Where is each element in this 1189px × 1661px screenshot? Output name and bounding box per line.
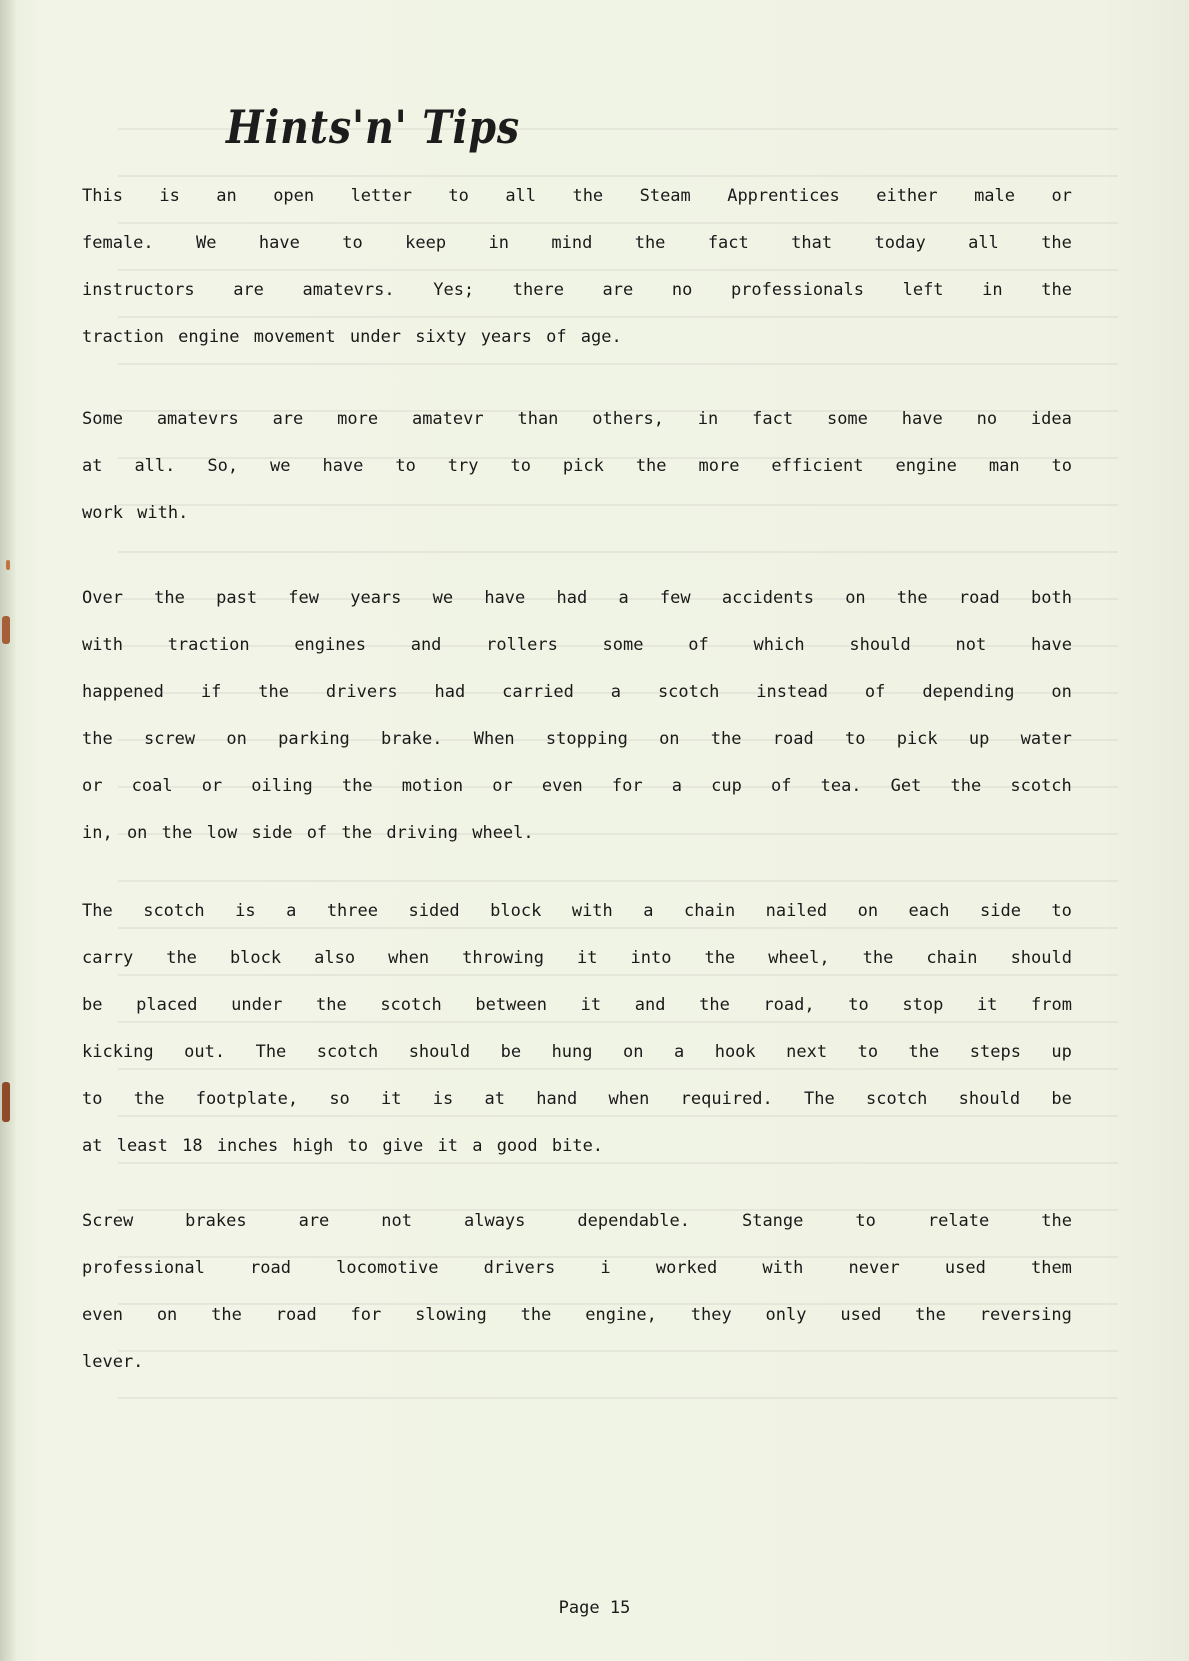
text-line: instructors are amatevrs. Yes; there are no professionals left in the [82,280,1072,300]
text-line: female. We have to keep in mind the fact that today all the [82,233,1072,253]
page-title: Hints'n' Tips [226,100,521,154]
text-line: traction engine movement under sixty years of age. [82,327,622,347]
text-line: carry the block also when throwing it into the wheel, the chain should [82,948,1072,968]
text-line: even on the road for slowing the engine, they only used the reversing [82,1305,1072,1325]
text-line: professional road locomotive drivers i worked with never used them [82,1258,1072,1278]
text-line: at least 18 inches high to give it a good bite. [82,1136,604,1156]
paragraph-2 [82,409,1072,550]
paragraph-4 [82,901,1072,1183]
text-line: lever. [82,1352,144,1372]
staple-top [2,616,10,644]
text-line: work with. [82,503,189,523]
text-line: This is an open letter to all the Steam Apprentices either male or [82,186,1072,206]
text-line: Some amatevrs are more amatevr than others, in fact some have no idea [82,409,1072,429]
paragraph-5 [82,1211,1072,1399]
paragraph-1 [82,186,1072,374]
binding-spine [0,0,16,1661]
text-line: with traction engines and rollers some of which should not have [82,635,1072,655]
text-line: The scotch is a three sided block with a chain nailed on each side to [82,901,1072,921]
text-line: be placed under the scotch between it and the road, to stop it from [82,995,1072,1015]
text-line: at all. So, we have to try to pick the more efficient engine man to [82,456,1072,476]
staple-bottom [2,1082,10,1122]
text-line: or coal or oiling the motion or even for a cup of tea. Get the scotch [82,776,1072,796]
text-line: happened if the drivers had carried a scotch instead of depending on [82,682,1072,702]
rust-mark [6,560,10,570]
page-number: Page 15 [558,1598,631,1618]
text-line: Over the past few years we have had a few accidents on the road both [82,588,1072,608]
text-line: Screw brakes are not always dependable. Stange to relate the [82,1211,1072,1231]
text-line: to the footplate, so it is at hand when required. The scotch should be [82,1089,1072,1109]
text-line: the screw on parking brake. When stopping on the road to pick up water [82,729,1072,749]
text-line: kicking out. The scotch should be hung on a hook next to the steps up [82,1042,1072,1062]
text-line: in, on the low side of the driving wheel. [82,823,534,843]
paragraph-3 [82,588,1072,870]
